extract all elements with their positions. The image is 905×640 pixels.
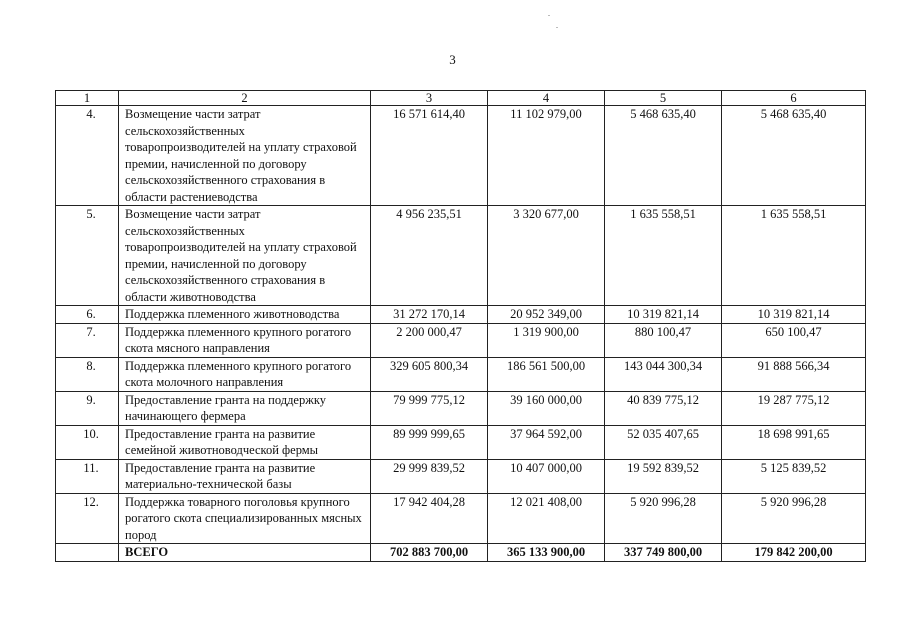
value-col4: 37 964 592,00	[488, 425, 605, 459]
value-col6: 91 888 566,34	[722, 357, 866, 391]
value-col4: 39 160 000,00	[488, 391, 605, 425]
value-col4: 20 952 349,00	[488, 306, 605, 324]
row-number: 6.	[56, 306, 119, 324]
row-name: Возмещение части затрат сельскохозяйственных товаропроизводителей на уплату страховой премии, начисленной по договору сельскохозяйственного страхования в области растениеводства	[119, 106, 371, 206]
value-col5: 52 035 407,65	[605, 425, 722, 459]
row-name: Предоставление гранта на поддержку начинающего фермера	[119, 391, 371, 425]
value-col6: 1 635 558,51	[722, 206, 866, 306]
value-col3: 79 999 775,12	[371, 391, 488, 425]
value-col6: 19 287 775,12	[722, 391, 866, 425]
row-number: 11.	[56, 459, 119, 493]
value-col4: 1 319 900,00	[488, 323, 605, 357]
column-header: 1	[56, 91, 119, 106]
header-row	[56, 91, 866, 106]
value-col3: 29 999 839,52	[371, 459, 488, 493]
value-col4: 12 021 408,00	[488, 493, 605, 544]
value-col5: 5 468 635,40	[605, 106, 722, 206]
value-col5: 880 100,47	[605, 323, 722, 357]
value-col5: 143 044 300,34	[605, 357, 722, 391]
row-name: Предоставление гранта на развитие материально-технической базы	[119, 459, 371, 493]
row-number: 10.	[56, 425, 119, 459]
row-name: Поддержка племенного крупного рогатого скота молочного направления	[119, 357, 371, 391]
row-number: 4.	[56, 106, 119, 206]
row-name: Поддержка племенного крупного рогатого скота мясного направления	[119, 323, 371, 357]
table-row	[56, 106, 866, 206]
value-col4: 3 320 677,00	[488, 206, 605, 306]
column-header: 2	[119, 91, 371, 106]
row-name: Предоставление гранта на развитие семейной животноводческой фермы	[119, 425, 371, 459]
value-col5: 19 592 839,52	[605, 459, 722, 493]
subsidy-table	[55, 90, 866, 562]
value-col3: 329 605 800,34	[371, 357, 488, 391]
row-number: 12.	[56, 493, 119, 544]
row-name: Поддержка товарного поголовья крупного рогатого скота специализированных мясных пород	[119, 493, 371, 544]
value-col3: 17 942 404,28	[371, 493, 488, 544]
page-number: 3	[449, 52, 456, 67]
column-header: 4	[488, 91, 605, 106]
value-col5: 40 839 775,12	[605, 391, 722, 425]
value-col6: 18 698 991,65	[722, 425, 866, 459]
table-row	[56, 306, 866, 324]
total-col5: 337 749 800,00	[605, 544, 722, 562]
table-row	[56, 493, 866, 544]
value-col5: 10 319 821,14	[605, 306, 722, 324]
value-col3: 16 571 614,40	[371, 106, 488, 206]
table-row	[56, 357, 866, 391]
total-row	[56, 544, 866, 562]
table-row	[56, 323, 866, 357]
row-number: 7.	[56, 323, 119, 357]
table-row	[56, 391, 866, 425]
value-col5: 5 920 996,28	[605, 493, 722, 544]
value-col3: 2 200 000,47	[371, 323, 488, 357]
column-header: 3	[371, 91, 488, 106]
value-col3: 31 272 170,14	[371, 306, 488, 324]
total-col4: 365 133 900,00	[488, 544, 605, 562]
row-number: 5.	[56, 206, 119, 306]
total-col3: 702 883 700,00	[371, 544, 488, 562]
column-header: 5	[605, 91, 722, 106]
total-col6: 179 842 200,00	[722, 544, 866, 562]
value-col5: 1 635 558,51	[605, 206, 722, 306]
row-number: 8.	[56, 357, 119, 391]
table-row	[56, 459, 866, 493]
value-col6: 5 468 635,40	[722, 106, 866, 206]
value-col3: 4 956 235,51	[371, 206, 488, 306]
total-label: ВСЕГО	[119, 544, 371, 562]
row-name: Возмещение части затрат сельскохозяйственных товаропроизводителей на уплату страховой премии, начисленной по договору сельскохозяйственного страхования в области животноводства	[119, 206, 371, 306]
table-row	[56, 206, 866, 306]
column-header: 6	[722, 91, 866, 106]
value-col6: 10 319 821,14	[722, 306, 866, 324]
value-col4: 10 407 000,00	[488, 459, 605, 493]
row-name: Поддержка племенного животноводства	[119, 306, 371, 324]
table-row	[56, 425, 866, 459]
value-col4: 186 561 500,00	[488, 357, 605, 391]
value-col6: 5 125 839,52	[722, 459, 866, 493]
value-col3: 89 999 999,65	[371, 425, 488, 459]
value-col6: 5 920 996,28	[722, 493, 866, 544]
value-col6: 650 100,47	[722, 323, 866, 357]
scan-speck	[556, 27, 558, 28]
total-empty-cell	[56, 544, 119, 562]
row-number: 9.	[56, 391, 119, 425]
scan-speck	[548, 15, 550, 16]
value-col4: 11 102 979,00	[488, 106, 605, 206]
